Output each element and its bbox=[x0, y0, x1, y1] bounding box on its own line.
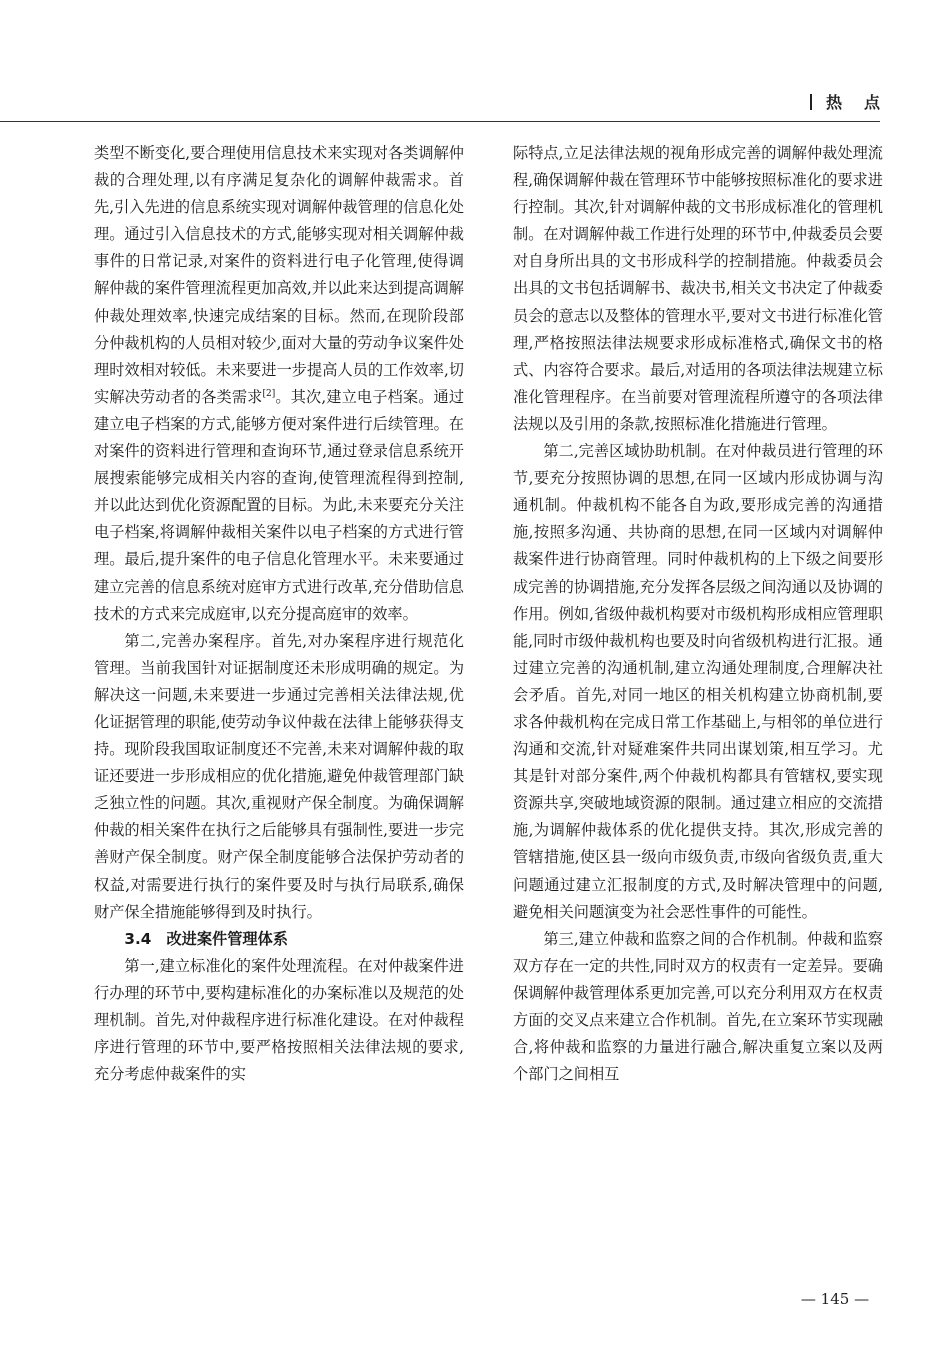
paragraph: 第三,建立仲裁和监察之间的合作机制。仲裁和监察双方存在一定的共性,同时双方的权责有一定差异。要确保调解仲裁管理体系更加完善,可以充分利用双方在权责方面的交叉点来建立合作机制。首先,在立案环节实现融合,将仲裁和监察的力量进行融合,解决重复立案以及两个部门之间相互 bbox=[513, 929, 883, 1084]
paragraph: 第二,完善区域协助机制。在对仲裁员进行管理的环节,要充分按照协调的思想,在同一区域内形成协调与沟通机制。仲裁机构不能各自为政,要形成完善的沟通措施,按照多沟通、共协商的思想,在同一区域内对调解仲裁案件进行协商管理。同时仲裁机构的上下级之间要形成完善的协调措施,充分发挥各层级之间沟通以及协调的作用。例如,省级仲裁机构要对市级机构形成相应管理职能,同时市级仲裁机构也要及时向省级机构进行汇报。通过建立完善的沟通机制,建立沟通处理制度,合理解决社会矛盾。首先,对同一地区的相关机构建立协商机制,要求各仲裁机构在完成日常工作基础上,与相邻的单位进行沟通和交流,针对疑难案件共同出谋划策,相互学习。尤其是针对部分案件,两个仲裁机构都具有管辖权,要实现资源共享,突破地域资源的限制。通过建立相应的交流措施,为调解仲裁体系的优化提供支持。其次,形成完善的管辖措施,使区县一级向市级负责,市级向省级负责,重大问题通过建立汇报制度的方式,及时解决管理中的问题,避免相关问题演变为社会恶性事件的可能性。 bbox=[513, 442, 883, 921]
section-title: 改进案件管理体系 bbox=[166, 929, 288, 948]
paragraph bbox=[94, 140, 464, 628]
paragraph: 第一,建立标准化的案件处理流程。在对仲裁案件进行办理的环节中,要构建标准化的办案标准以及规范的处理机制。首先,对仲裁程序进行标准化建设。在对仲裁程序进行管理的环节中,要严格按照相关法律法规的要求,充分考虑仲裁案件的实 bbox=[94, 956, 464, 1084]
section-heading bbox=[94, 926, 464, 953]
paragraph: 第二,完善办案程序。首先,对办案程序进行规范化管理。当前我国针对证据制度还未形成明确的规定。为解决这一问题,未来要进一步通过完善相关法律法规,优化证据管理的职能,使劳动争议仲裁在法律上能够获得支持。现阶段我国取证制度还不完善,未来对调解仲裁的取证还要进一步形成相应的优化措施,避免仲裁管理部门缺乏独立性的问题。其次,重视财产保全制度。为确保调解仲裁的相关案件在执行之后能够具有强制性,要进一步完善财产保全制度。财产保全制度能够合法保护劳动者的权益,对需要进行执行的案件要及时与执行局联系,确保财产保全措施能够得到及时执行。 bbox=[94, 631, 464, 921]
header-divider-mark bbox=[810, 94, 812, 110]
paragraph-text: 类型不断变化,要合理使用信息技术来实现对各类调解仲裁的合理处理,以有序满足复杂化的调解仲裁需求。首先,引入先进的信息系统实现对调解仲裁管理的信息化处理。通过引入信息技术的方式,能够实现对相关调解仲裁事件的日常记录,对案件的资料进行电子化管理,使得调解仲裁的案件管理流程更加高效,并以此来达到提高调解仲裁处理效率,快速完成结案的目标。然而,在现阶段部分仲裁机构的人员相对较少,面对大量的劳动争议案件处理时效相对较低。未来要进一步提高人员的工作效率,切实解决劳动者的各类需求 bbox=[94, 144, 464, 406]
left-column bbox=[94, 140, 464, 1088]
section-header: 热点 bbox=[826, 93, 903, 112]
page-number: — 145 — bbox=[800, 1290, 870, 1308]
right-column bbox=[513, 140, 883, 1088]
section-number: 3.4 bbox=[124, 929, 152, 948]
paragraph: 际特点,立足法律法规的视角形成完善的调解仲裁处理流程,确保调解仲裁在管理环节中能够按照标准化的要求进行控制。其次,针对调解仲裁的文书形成标准化的管理机制。在对调解仲裁工作进行处理的环节中,仲裁委员会要对自身所出具的文书形成科学的控制措施。仲裁委员会出具的文书包括调解书、裁决书,相关文书决定了仲裁委员会的意志以及整体的管理水平,要对文书进行标准化管理,严格按照法律法规要求形成标准格式,确保文书的格式、内容符合要求。最后,对适用的各项法律法规建立标准化管理程序。在当前要对管理流程所遵守的各项法律法规以及引用的条款,按照标准化措施进行管理。 bbox=[513, 144, 883, 433]
paragraph-text: 。其次,建立电子档案。通过建立电子档案的方式,能够方便对案件进行后续管理。在对案件的资料进行管理和查询环节,通过登录信息系统开展搜索能够完成相关内容的查询,使管理流程得到控制,并以此达到优化资源配置的目标。为此,未来要充分关注电子档案,将调解仲裁相关案件以电子档案的方式进行管理。最后,提升案件的电子信息化管理水平。未来要通过建立完善的信息系统对庭审方式进行改革,充分借助信息技术的方式来完成庭审,以充分提高庭审的效率。 bbox=[94, 387, 465, 623]
citation-ref: [2] bbox=[262, 388, 276, 399]
header-rule bbox=[0, 121, 880, 122]
